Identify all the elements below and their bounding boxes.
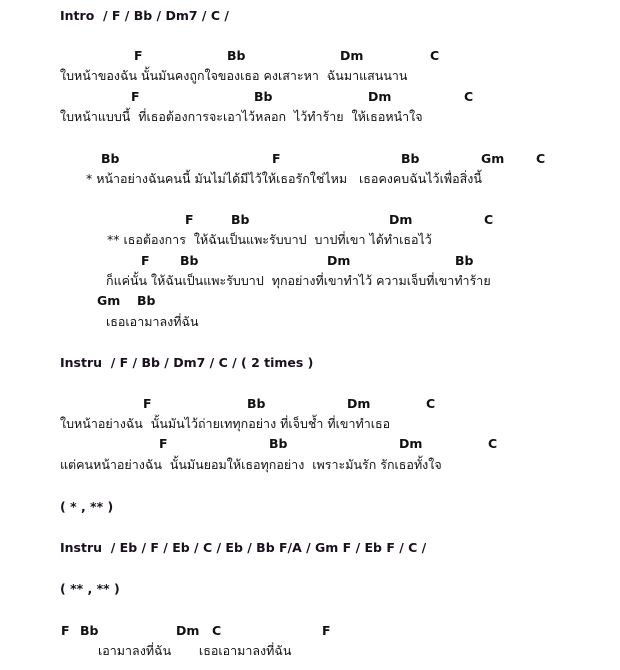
chord-label: Bb <box>455 253 474 268</box>
chord-label: Bb <box>80 623 99 638</box>
chord-label: Bb <box>227 48 246 63</box>
verse2-line1-lyric: ใบหน้าอย่างฉัน นั้นมันไว้ถ่ายเททุกอย่าง ที่เจ็บช้ำ ที่เขาทำเธอ <box>60 416 391 431</box>
chord-label: Dm <box>389 212 413 227</box>
chorus2-line3-lyric: เธอเอามาลงที่ฉัน <box>106 314 199 329</box>
verse1-line1-lyric: ใบหน้าของฉัน นั้นมันคงถูกใจของเธอ คงเสาะหา ฉันมาแสนนาน <box>60 68 408 83</box>
chord-label: Dm <box>368 89 392 104</box>
instru2-header: Instru / Eb / F / Eb / C / Eb / Bb F/A / Gm F / Eb F / C / <box>60 540 427 555</box>
chord-label: Gm <box>97 293 121 308</box>
chord-label: Dm <box>176 623 200 638</box>
chord-label: Bb <box>180 253 199 268</box>
instru1-header: Instru / F / Bb / Dm7 / C / ( 2 times ) <box>60 355 314 370</box>
chord-label: Bb <box>269 436 288 451</box>
chord-label: F <box>134 48 143 63</box>
chord-label: F <box>61 623 70 638</box>
chord-label: F <box>159 436 168 451</box>
chord-label: C <box>464 89 474 104</box>
chord-label: F <box>185 212 194 227</box>
chord-label: Dm <box>327 253 351 268</box>
repeat1-marker: ( * , ** ) <box>60 499 114 514</box>
chord-label: Dm <box>347 396 371 411</box>
chord-label: Bb <box>247 396 266 411</box>
chord-label: Dm <box>340 48 364 63</box>
verse1-line2-lyric: ใบหน้าแบบนี้ ที่เธอต้องการจะเอาไว้หลอก ไว้ทำร้าย ให้เธอหนำใจ <box>60 109 423 124</box>
chord-label: Bb <box>401 151 420 166</box>
chord-label: F <box>322 623 331 638</box>
chord-label: C <box>212 623 222 638</box>
outro-lyric: เอามาลงที่ฉัน เธอเอามาลงที่ฉัน <box>98 643 292 658</box>
chord-label: Dm <box>399 436 423 451</box>
chord-label: Bb <box>254 89 273 104</box>
chord-label: Gm <box>481 151 505 166</box>
chord-label: Bb <box>101 151 120 166</box>
chorus2-line2-lyric: ก็แค่นั้น ให้ฉันเป็นแพะรับบาป ทุกอย่างที่เขาทำไว้ ความเจ็บที่เขาทำร้าย <box>106 273 491 288</box>
chorus2-line1-lyric: ** เธอต้องการ ให้ฉันเป็นแพะรับบาป บาปที่เขา ได้ทำเธอไว้ <box>107 232 432 247</box>
repeat2-marker: ( ** , ** ) <box>60 581 120 596</box>
chorus1-lyric: * หน้าอย่างฉันคนนี้ มันไม่ได้มีไว้ให้เธอรักใช่ไหม เธอคงคบฉันไว้เพื่อสิ่งนี้ <box>86 171 482 186</box>
intro-header: Intro / F / Bb / Dm7 / C / <box>60 8 229 23</box>
chord-label: F <box>141 253 150 268</box>
chord-label: C <box>488 436 498 451</box>
chord-label: C <box>430 48 440 63</box>
chord-label: C <box>536 151 546 166</box>
chord-label: C <box>484 212 494 227</box>
chord-label: F <box>272 151 281 166</box>
chord-label: F <box>143 396 152 411</box>
verse2-line2-lyric: แต่คนหน้าอย่างฉัน นั้นมันยอมให้เธอทุกอย่าง เพราะมันรัก รักเธอทั้งใจ <box>60 457 442 472</box>
chord-label: Bb <box>137 293 156 308</box>
chord-label: Bb <box>231 212 250 227</box>
chord-label: F <box>131 89 140 104</box>
chord-label: C <box>426 396 436 411</box>
